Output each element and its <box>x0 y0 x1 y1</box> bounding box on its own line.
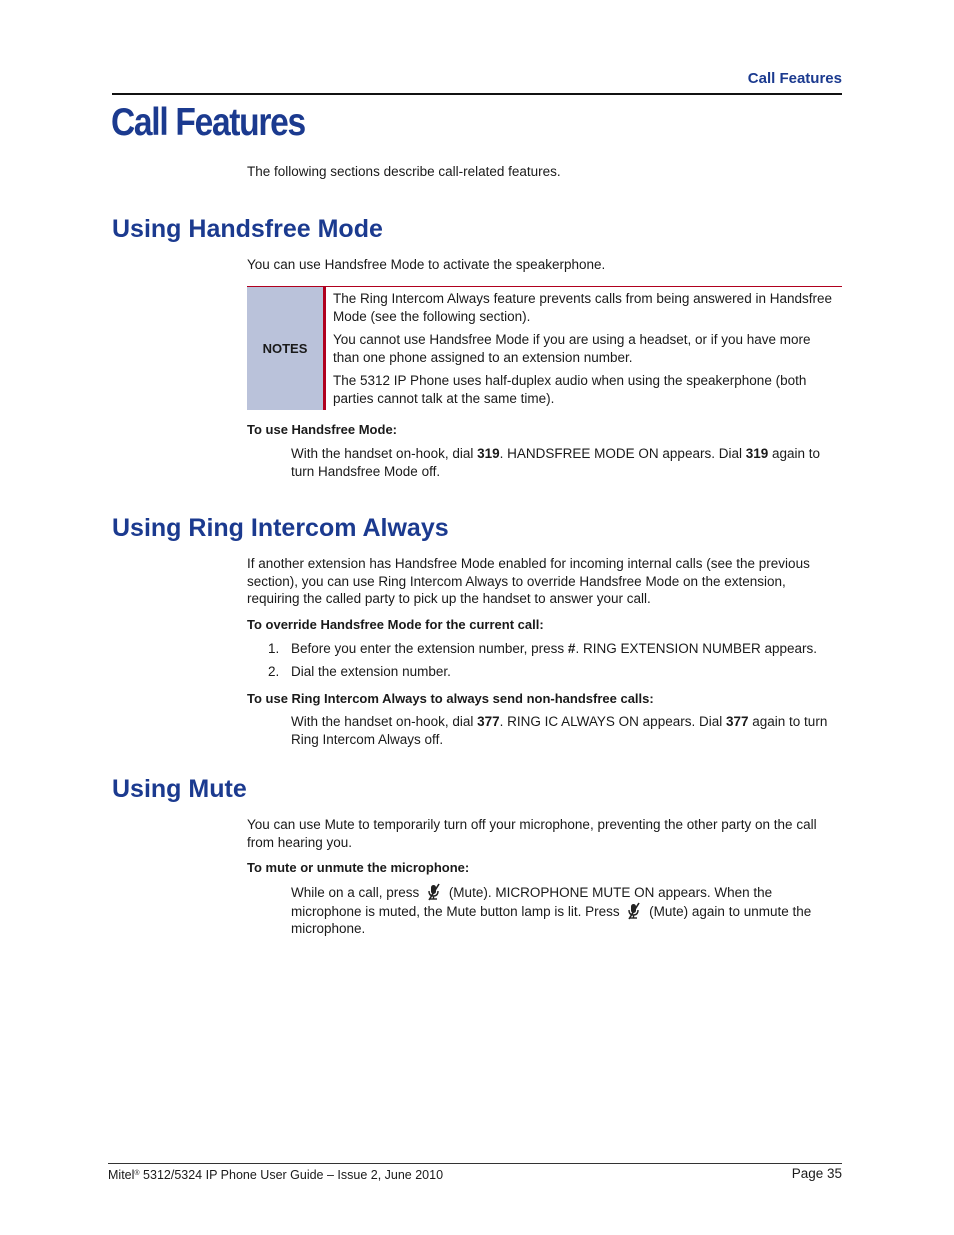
section-heading-ring-intercom: Using Ring Intercom Always <box>112 514 449 542</box>
dial-code: 377 <box>725 714 749 729</box>
intro-paragraph: The following sections describe call-related features. <box>247 164 561 179</box>
section-heading-mute: Using Mute <box>112 775 247 803</box>
procedure-title-ring-always: To use Ring Intercom Always to always send non-handsfree calls: <box>247 691 654 706</box>
running-header-title: Call Features <box>747 70 842 87</box>
mute-intro: You can use Mute to temporarily turn off your microphone, preventing the other party on the call from hearing you. <box>247 817 817 850</box>
mute-microphone-icon <box>425 883 443 901</box>
section-heading-handsfree: Using Handsfree Mode <box>112 215 383 243</box>
procedure-title-mute: To mute or unmute the microphone: <box>247 860 470 875</box>
note-item: You cannot use Handsfree Mode if you are using a headset, or if you have more than one phone assigned to an extension number. <box>333 332 811 365</box>
handsfree-intro: You can use Handsfree Mode to activate the speakerphone. <box>247 257 606 272</box>
notes-top-rule <box>247 286 842 287</box>
note-item: The 5312 IP Phone uses half-duplex audio when using the speakerphone (both parties cannot talk at the same time). <box>333 373 807 406</box>
footer-guide-title: Mitel® 5312/5324 IP Phone User Guide – Issue 2, June 2010 <box>108 1168 444 1182</box>
notes-label: NOTES <box>262 341 308 356</box>
ring-always-step: With the handset on-hook, dial 377. RING IC ALWAYS ON appears. Dial 377 again to turn Ring Intercom Always off. <box>291 714 828 747</box>
procedure-title-override: To override Handsfree Mode for the current call: <box>247 617 544 632</box>
mute-step: While on a call, press (Mute). MICROPHONE MUTE ON appears. When the microphone is muted, the Mute button lamp is lit. Press (Mute) again to unmute the microphone. <box>291 885 812 936</box>
notes-label-box <box>247 287 323 410</box>
ring-intercom-intro: If another extension has Handsfree Mode enabled for incoming internal calls (see the previous section), you can use Ring Intercom Always to override Handsfree Mode on the extension, requiring the called party to pick up the handset to answer your call. <box>247 556 810 606</box>
page-title: Call Features <box>111 101 305 144</box>
override-step-1: Before you enter the extension number, press #. RING EXTENSION NUMBER appears. <box>291 641 817 656</box>
key-label: # <box>567 641 576 656</box>
procedure-title-handsfree: To use Handsfree Mode: <box>247 422 398 437</box>
mute-microphone-icon <box>625 902 643 920</box>
notes-body <box>333 290 838 413</box>
page-number: Page 35 <box>791 1166 842 1181</box>
step-number: 1. <box>268 641 280 656</box>
dial-code: 319 <box>745 446 769 461</box>
dial-code: 377 <box>477 714 500 729</box>
notes-divider <box>323 287 326 410</box>
footer-rule <box>108 1163 842 1164</box>
header-rule <box>112 93 842 95</box>
handsfree-step: With the handset on-hook, dial 319. HANDSFREE MODE ON appears. Dial 319 again to turn Handsfree Mode off. <box>291 446 821 479</box>
override-step-2: Dial the extension number. <box>291 664 451 679</box>
note-item: The Ring Intercom Always feature prevents calls from being answered in Handsfree Mode (see the following section). <box>333 291 832 324</box>
step-number: 2. <box>268 664 280 679</box>
dial-code: 319 <box>477 446 500 461</box>
